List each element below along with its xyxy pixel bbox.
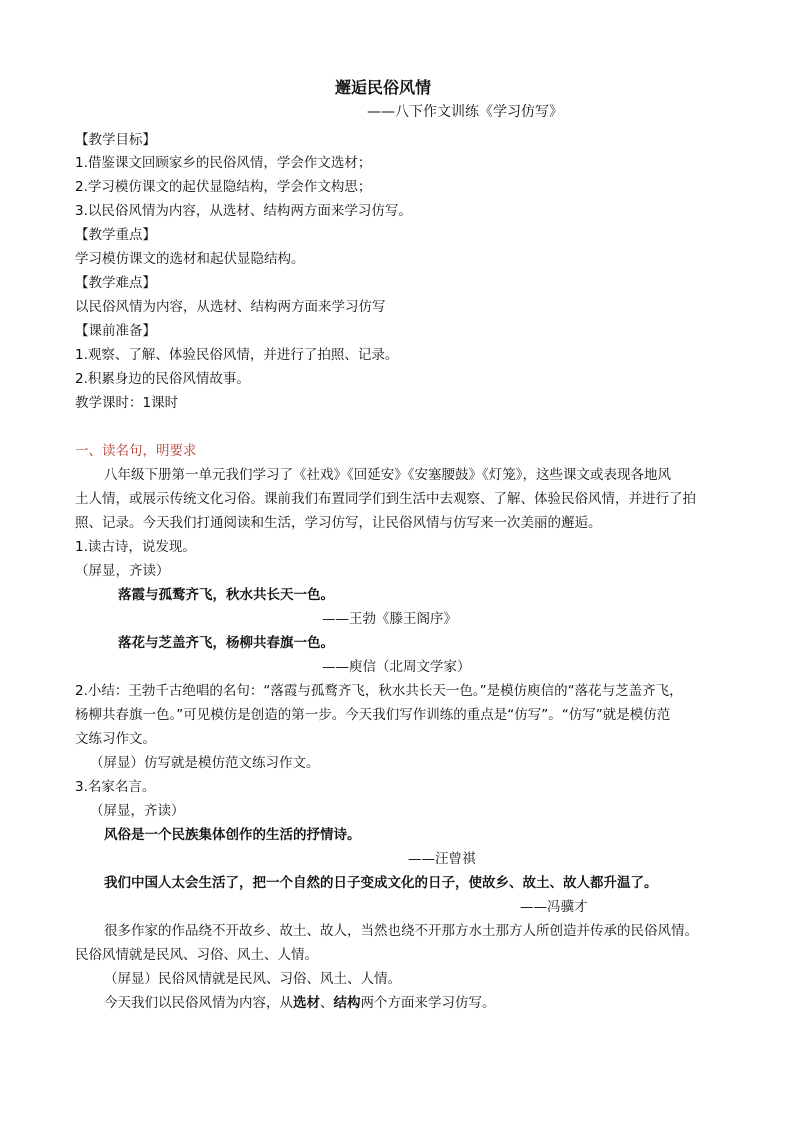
- page-title: 邂逅民俗风情: [335, 78, 432, 97]
- intro-line-2: 土人情，或展示传统文化习俗。课前我们布置同学们到生活中去观察、了解、体验民俗风情，并进行了拍: [75, 491, 696, 507]
- poem-1-source: ——王勃《滕王阁序》: [322, 611, 457, 627]
- closing-line: [104, 993, 496, 1013]
- preparation-2: 2.积累身边的民俗风情故事。: [75, 371, 250, 387]
- paragraph-line-2: 民俗风情就是民风、习俗、风土、人情。: [75, 947, 318, 963]
- preparation-heading: 【课前准备】: [75, 323, 156, 339]
- goal-1: 1.借鉴课文回顾家乡的民俗风情，学会作文选材；: [75, 155, 372, 171]
- quote-1-source: ——汪曾祺: [408, 851, 476, 867]
- poem-2: 落花与芝盖齐飞，杨柳共春旗一色。: [118, 635, 334, 651]
- key-points-text: 学习模仿课文的选材和起伏显隐结构。: [75, 251, 305, 267]
- quote-2-source: ——冯骥才: [520, 899, 588, 915]
- goals-heading: 【教学目标】: [75, 132, 156, 148]
- closing-keyword-material: 选材: [293, 995, 320, 1011]
- summary-line-3: 文练习作文。: [75, 731, 156, 747]
- item-3: 3.名家名言。: [75, 779, 156, 795]
- quote-1: 风俗是一个民族集体创作的生活的抒情诗。: [104, 827, 361, 843]
- goal-2: 2.学习模仿课文的起伏显隐结构，学会作文构思；: [75, 179, 372, 195]
- poem-2-source: ——庾信（北周文学家）: [322, 659, 471, 675]
- preparation-1: 1.观察、了解、体验民俗风情，并进行了拍照、记录。: [75, 347, 399, 363]
- screen-note-3: （屏显，齐读）: [90, 803, 185, 819]
- page-subtitle: ——八下作文训练《学习仿写》: [367, 104, 563, 120]
- key-points-heading: 【教学重点】: [75, 227, 156, 243]
- summary-line-1: 2.小结：王勃千古绝唱的名句：“落霞与孤鹜齐飞，秋水共长天一色。”是模仿庾信的“落花与芝盖齐飞，: [75, 683, 683, 699]
- section-1-heading-a: 一、读名句，: [75, 443, 156, 459]
- closing-text-c: 、: [320, 995, 334, 1011]
- poem-1: 落霞与孤鹜齐飞，秋水共长天一色。: [118, 587, 334, 603]
- difficulty-text: 以民俗风情为内容，从选材、结构两方面来学习仿写: [75, 299, 386, 315]
- section-1-heading: [75, 441, 197, 461]
- quote-2: 我们中国人太会生活了，把一个自然的日子变成文化的日子，使故乡、故土、故人都升温了。: [104, 875, 658, 891]
- screen-note-4: （屏显）民俗风情就是民风、习俗、风土、人情。: [104, 971, 401, 987]
- intro-line-3: 照、记录。今天我们打通阅读和生活，学习仿写，让民俗风情与仿写来一次美丽的邂逅。: [75, 515, 602, 531]
- summary-line-2: 杨柳共春旗一色。”可见模仿是创造的第一步。今天我们写作训练的重点是“仿写”。“仿写”就是模仿范: [75, 707, 671, 723]
- difficulty-heading: 【教学难点】: [75, 275, 156, 291]
- teaching-hours: 教学课时：1课时: [75, 395, 179, 411]
- item-1: 1.读古诗，说发现。: [75, 539, 196, 555]
- screen-note-2: （屏显）仿写就是模仿范文练习作文。: [90, 755, 320, 771]
- intro-line-1: 八年级下册第一单元我们学习了《社戏》《回延安》《安塞腰鼓》《灯笼》，这些课文或表现各地风: [104, 467, 671, 483]
- screen-note-1: （屏显，齐读）: [75, 563, 170, 579]
- goal-3: 3.以民俗风情为内容，从选材、结构两方面来学习仿写。: [75, 203, 412, 219]
- section-1-heading-b: 明要求: [156, 443, 197, 459]
- closing-text-e: 两个方面来学习仿写。: [360, 995, 496, 1011]
- closing-keyword-structure: 结构: [333, 995, 361, 1011]
- paragraph-line-1: 很多作家的作品绕不开故乡、故土、故人，当然也绕不开那方水土那方人所创造并传承的民俗风情。: [104, 923, 698, 939]
- closing-text-a: 今天我们以民俗风情为内容，从: [104, 995, 293, 1011]
